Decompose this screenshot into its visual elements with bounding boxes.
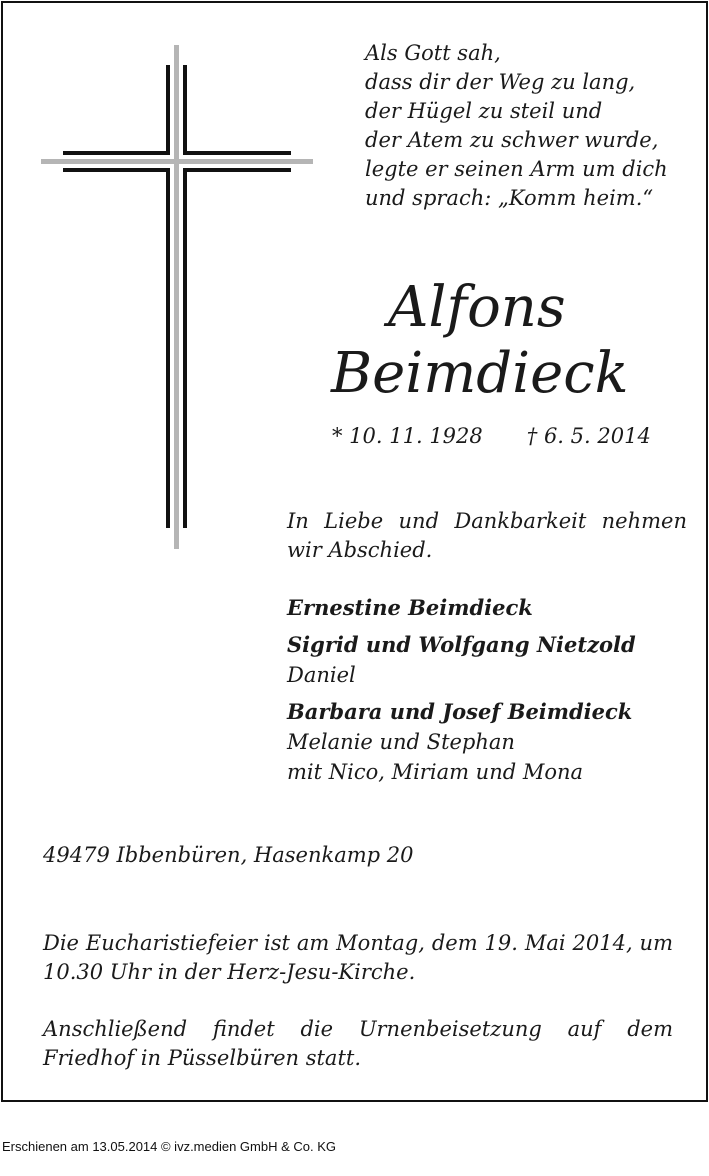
address: 49479 Ibbenbüren, Hasenkamp 20 xyxy=(43,843,414,867)
family-list xyxy=(287,593,687,787)
family-name: Ernestine Beimdieck xyxy=(287,595,533,620)
family-member: Melanie und Stephan xyxy=(287,730,515,754)
family-name: Barbara und Josef Beimdieck xyxy=(287,699,633,724)
poem-line: legte er seinen Arm um dich xyxy=(365,157,668,181)
family-name: Sigrid und Wolfgang Nietzold xyxy=(287,632,636,657)
poem-line: Als Gott sah, xyxy=(365,41,501,65)
family-member: mit Nico, Miriam und Mona xyxy=(287,760,584,784)
deceased-first-name: Alfons xyxy=(388,275,566,340)
farewell-text: In Liebe und Dankbarkeit nehmen wir Abschied. xyxy=(287,509,687,562)
burial-notice: Anschließend findet die Urnenbeisetzung auf dem Friedhof in Püsselbüren statt. xyxy=(43,1017,673,1070)
poem-line: und sprach: „Komm heim.“ xyxy=(365,186,654,210)
death-date: † 6. 5. 2014 xyxy=(526,424,651,448)
deceased-last-name: Beimdieck xyxy=(331,341,629,406)
birth-date: * 10. 11. 1928 xyxy=(332,424,483,448)
poem-line: der Hügel zu steil und xyxy=(365,99,603,123)
family-member: Daniel xyxy=(287,663,356,687)
life-dates xyxy=(332,422,651,450)
publication-footer: Erschienen am 13.05.2014 © ivz.medien GmbH & Co. KG xyxy=(2,1139,337,1154)
mass-notice: Die Eucharistiefeier ist am Montag, dem 19. Mai 2014, um 10.30 Uhr in der Herz-Jesu-Kirche. xyxy=(43,931,673,984)
obituary-frame xyxy=(1,1,708,1102)
poem-line: dass dir der Weg zu lang, xyxy=(365,70,636,94)
poem-line: der Atem zu schwer wurde, xyxy=(365,128,659,152)
christian-cross-icon xyxy=(41,45,313,549)
poem xyxy=(365,39,695,213)
